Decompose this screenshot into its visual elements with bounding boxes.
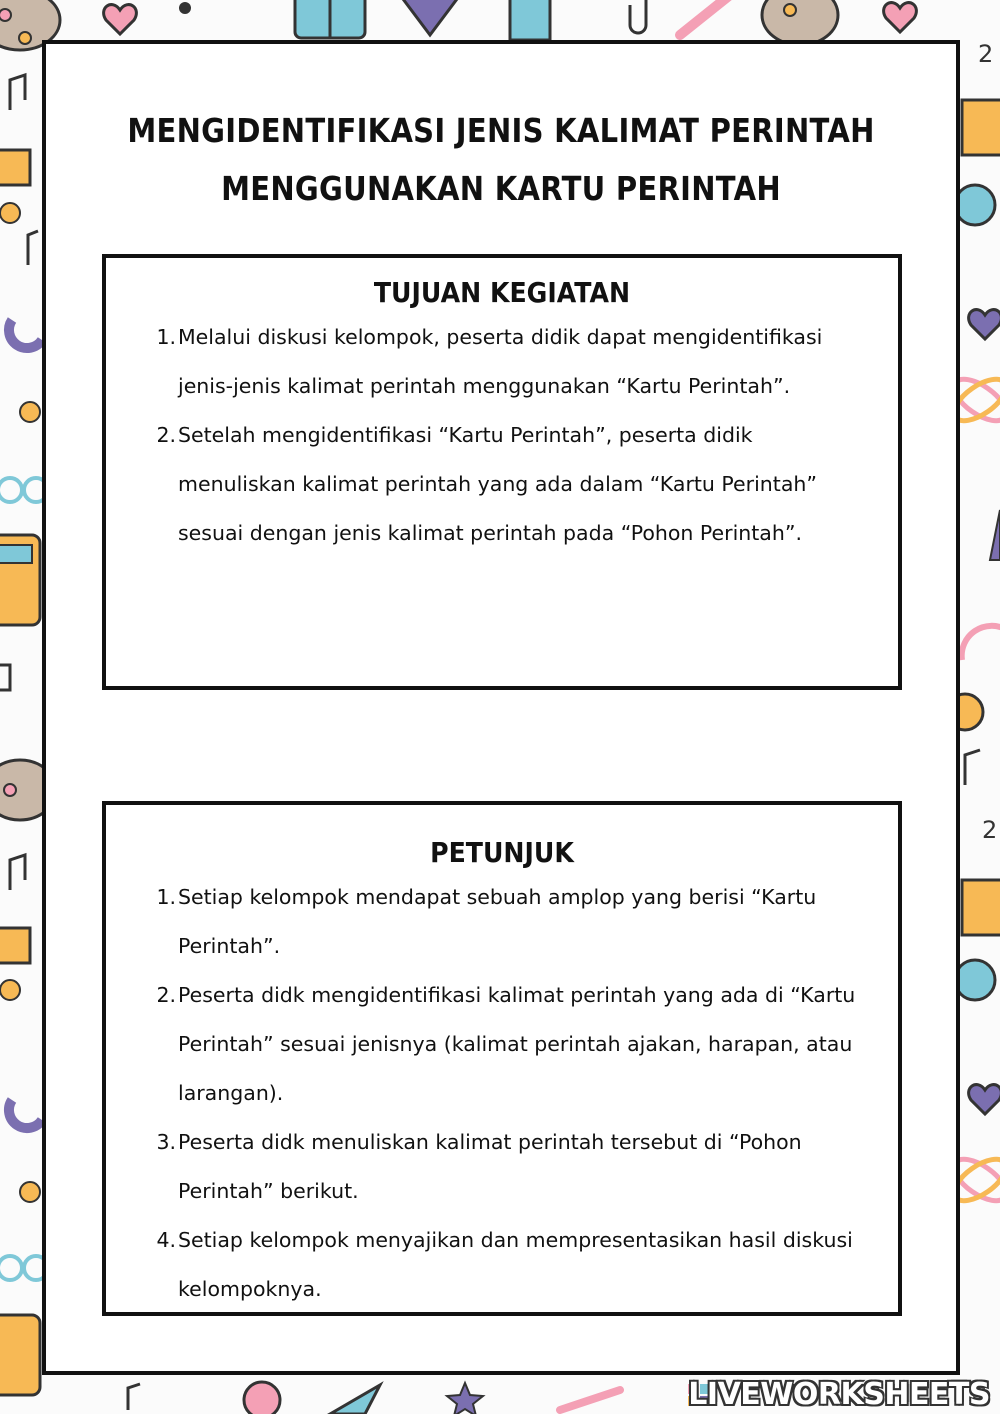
list-item xyxy=(106,1216,898,1314)
music-note-icon xyxy=(965,750,980,785)
item-text: Peserta didk mengidentifikasi kalimat perintah yang ada di “Kartu Perintah” sesuai jenisnya (kalimat perintah ajakan, harapan, atau larangan). xyxy=(178,983,856,1105)
smiley-icon xyxy=(955,185,995,225)
page-title xyxy=(101,102,902,218)
tujuan-kegiatan-box xyxy=(102,254,902,690)
calculator-icon xyxy=(0,535,40,625)
item-text: Setelah mengidentifikasi “Kartu Perintah”, peserta didik menuliskan kalimat perintah yang ada dalam “Kartu Perintah” sesuai dengan jenis kalimat perintah pada “Pohon Perintah”. xyxy=(178,423,817,545)
tujuan-list xyxy=(106,313,898,558)
list-item xyxy=(106,313,898,411)
ruler-icon xyxy=(0,928,30,963)
item-number: 2. xyxy=(156,983,176,1007)
box-icon xyxy=(962,880,1000,935)
star-icon xyxy=(447,1383,483,1414)
glasses-icon xyxy=(0,1256,48,1280)
music-note-icon xyxy=(10,75,25,110)
rocket-icon xyxy=(400,0,460,35)
music-note-icon xyxy=(10,855,25,890)
item-text: Peserta didk menuliskan kalimat perintah tersebut di “Pohon Perintah” berikut. xyxy=(178,1130,802,1203)
title-line-2: MENGGUNAKAN KARTU PERINTAH xyxy=(221,169,781,208)
book-icon xyxy=(295,0,365,38)
list-item xyxy=(106,873,898,971)
number-doodle: 2 xyxy=(978,40,994,68)
petunjuk-heading: PETUNJUK xyxy=(430,836,574,869)
smiley-icon xyxy=(955,960,995,1000)
item-number: 4. xyxy=(156,1228,176,1252)
dot-icon xyxy=(20,402,40,422)
liveworksheets-brand[interactable]: LIVEWORKSHEETS xyxy=(688,1377,990,1412)
clock-icon xyxy=(0,203,20,223)
heart-icon xyxy=(969,1085,1000,1114)
item-number: 1. xyxy=(156,885,176,909)
list-item xyxy=(106,1118,898,1216)
petunjuk-list xyxy=(106,873,898,1314)
heart-icon xyxy=(969,310,1000,339)
heart-icon xyxy=(104,5,137,34)
ruler-icon xyxy=(0,150,30,185)
box-icon xyxy=(962,100,1000,155)
paperclip-icon xyxy=(630,0,646,33)
palette-icon xyxy=(762,0,838,45)
number-doodle: 2 xyxy=(982,816,998,844)
ruler-icon xyxy=(510,0,550,40)
triangle-icon xyxy=(990,510,1000,560)
pencil-icon xyxy=(560,1390,620,1410)
box-icon xyxy=(0,665,10,690)
music-note-icon xyxy=(128,1384,140,1410)
list-item xyxy=(106,971,898,1118)
rocket-icon xyxy=(330,1385,380,1414)
pencil-icon xyxy=(680,0,730,35)
music-note-icon xyxy=(28,231,38,265)
item-number: 3. xyxy=(156,1130,176,1154)
dot-icon xyxy=(179,2,191,14)
item-text: Setiap kelompok menyajikan dan mempresentasikan hasil diskusi kelompoknya. xyxy=(178,1228,853,1301)
tujuan-kegiatan-heading: TUJUAN KEGIATAN xyxy=(373,276,631,309)
magnet-icon xyxy=(9,320,42,348)
item-text: Setiap kelompok mendapat sebuah amplop yang berisi “Kartu Perintah”. xyxy=(178,885,817,958)
list-item xyxy=(106,411,898,558)
worksheet-page xyxy=(42,40,960,1375)
calculator-icon xyxy=(0,1315,40,1395)
petunjuk-box xyxy=(102,801,902,1316)
magnet-icon xyxy=(9,1100,42,1128)
item-number: 2. xyxy=(156,423,176,447)
dot-icon xyxy=(20,1182,40,1202)
glasses-icon xyxy=(0,478,48,502)
clock-icon xyxy=(0,980,20,1000)
title-line-1: MENGIDENTIFIKASI JENIS KALIMAT PERINTAH xyxy=(127,111,875,150)
item-number: 1. xyxy=(156,325,176,349)
item-text: Melalui diskusi kelompok, peserta didik dapat mengidentifikasi jenis-jenis kalimat perintah menggunakan “Kartu Perintah”. xyxy=(178,325,823,398)
smiley-icon xyxy=(244,1382,280,1414)
heart-icon xyxy=(884,3,917,32)
rainbow-icon xyxy=(962,626,1000,660)
